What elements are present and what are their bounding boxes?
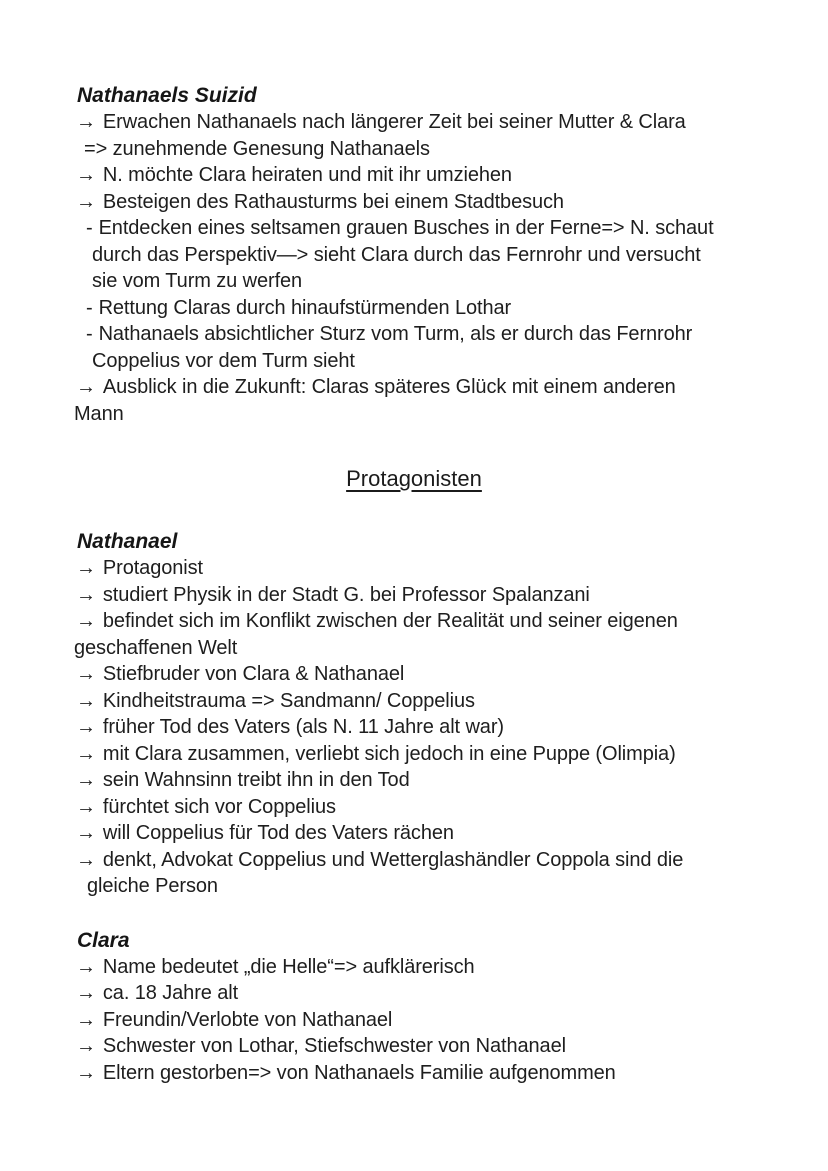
- note-text: Erwachen Nathanaels nach längerer Zeit bei seiner Mutter & Clara: [102, 111, 686, 133]
- note-line: [74, 794, 764, 821]
- arrow-bullet: →: [76, 689, 96, 712]
- note-text: Schwester von Lothar, Stiefschwester von Nathanael: [102, 1035, 566, 1057]
- arrow-bullet: →: [76, 955, 96, 978]
- dash-bullet: -: [86, 296, 93, 319]
- note-text: Freundin/Verlobte von Nathanael: [102, 1008, 393, 1031]
- note-line: [74, 189, 764, 216]
- page-title: [74, 465, 754, 492]
- section-clara: [74, 927, 764, 1087]
- note-text: ca. 18 Jahre alt: [102, 982, 239, 1004]
- note-text: früher Tod des Vaters (als N. 11 Jahre alt war): [102, 716, 504, 738]
- note-line: [74, 873, 764, 900]
- note-line: [74, 820, 764, 847]
- arrow-bullet: →: [76, 716, 96, 738]
- note-text: Entdecken eines seltsamen grauen Busches in der Ferne=> N. schaut: [98, 217, 714, 239]
- note-line: [74, 1060, 764, 1087]
- note-text: Coppelius vor dem Turm sieht: [92, 349, 355, 372]
- note-line: [74, 980, 764, 1007]
- note-text: sein Wahnsinn treibt ihn in den Tod: [102, 769, 410, 791]
- arrow-bullet: →: [76, 795, 96, 818]
- note-line: [74, 635, 764, 662]
- note-text: fürchtet sich vor Coppelius: [102, 795, 336, 818]
- note-text: N. möchte Clara heiraten und mit ihr umziehen: [102, 164, 512, 186]
- note-text: Stiefbruder von Clara & Nathanael: [102, 663, 405, 685]
- note-line: [74, 109, 764, 136]
- note-line: [74, 555, 764, 582]
- note-line: [74, 162, 764, 189]
- note-text: denkt, Advokat Coppelius und Wetterglashändler Coppola sind die: [102, 848, 684, 871]
- arrow-bullet: →: [76, 190, 96, 213]
- note-line: [74, 582, 764, 609]
- note-line: [74, 374, 764, 401]
- arrow-bullet: →: [76, 1008, 96, 1031]
- note-line: [74, 714, 764, 741]
- arrow-bullet: →: [76, 1061, 96, 1084]
- note-text: Kindheitstrauma => Sandmann/ Coppelius: [102, 689, 475, 712]
- note-text: => zunehmende Genesung Nathanaels: [84, 137, 430, 160]
- note-text: Rettung Claras durch hinaufstürmenden Lothar: [98, 296, 512, 319]
- note-text: studiert Physik in der Stadt G. bei Professor Spalanzani: [102, 583, 590, 606]
- note-line: [74, 688, 764, 715]
- note-text: Name bedeutet „die Helle“=> aufklärerisch: [102, 955, 475, 978]
- page-title-text: Protagonisten: [346, 466, 482, 491]
- note-text: Eltern gestorben=> von Nathanaels Familie aufgenommen: [102, 1061, 616, 1084]
- note-text: Protagonist: [102, 557, 203, 579]
- dash-bullet: -: [86, 217, 93, 239]
- section-heading: Clara: [77, 928, 130, 952]
- arrow-bullet: →: [76, 663, 96, 685]
- note-line: [74, 295, 764, 322]
- arrow-bullet: →: [76, 982, 96, 1004]
- section-heading: Nathanaels Suizid: [77, 84, 257, 107]
- note-line: [74, 268, 764, 295]
- arrow-bullet: →: [76, 769, 96, 791]
- note-line: [74, 136, 764, 163]
- note-line: [74, 767, 764, 794]
- arrow-bullet: →: [76, 557, 96, 579]
- note-line: [74, 401, 764, 428]
- arrow-bullet: →: [76, 742, 96, 765]
- note-text: geschaffenen Welt: [74, 636, 238, 659]
- section-nathanaels-suizid: [74, 82, 764, 427]
- note-line: [74, 954, 764, 981]
- note-line: [74, 1033, 764, 1060]
- note-text: durch das Perspektiv—> sieht Clara durch das Fernrohr und versucht: [92, 243, 701, 266]
- section-lines: [74, 555, 764, 900]
- arrow-bullet: →: [76, 848, 96, 871]
- note-line: [74, 608, 764, 635]
- arrow-bullet: →: [76, 610, 96, 632]
- note-line: [74, 661, 764, 688]
- note-line: [74, 215, 764, 242]
- section-heading: Nathanael: [77, 530, 178, 553]
- note-text: Nathanaels absichtlicher Sturz vom Turm, als er durch das Fernrohr: [98, 323, 693, 345]
- section-nathanael: [74, 528, 764, 900]
- note-line: [74, 847, 764, 874]
- note-text: befindet sich im Konflikt zwischen der Realität und seiner eigenen: [102, 610, 678, 632]
- arrow-bullet: →: [76, 583, 96, 606]
- note-line: [74, 741, 764, 768]
- arrow-bullet: →: [76, 1035, 96, 1057]
- section-lines: [74, 109, 764, 427]
- note-text: mit Clara zusammen, verliebt sich jedoch in eine Puppe (Olimpia): [102, 742, 676, 765]
- note-text: sie vom Turm zu werfen: [92, 270, 303, 292]
- dash-bullet: -: [86, 323, 93, 345]
- arrow-bullet: →: [76, 822, 96, 844]
- arrow-bullet: →: [76, 164, 96, 186]
- note-text: Mann: [74, 402, 124, 425]
- note-text: Besteigen des Rathausturms bei einem Stadtbesuch: [102, 190, 564, 213]
- note-text: gleiche Person: [87, 875, 218, 897]
- note-text: will Coppelius für Tod des Vaters rächen: [102, 822, 454, 844]
- arrow-bullet: →: [76, 111, 96, 133]
- section-lines: [74, 954, 764, 1087]
- note-line: [74, 321, 764, 348]
- note-line: [74, 348, 764, 375]
- arrow-bullet: →: [76, 376, 96, 398]
- note-line: [74, 1007, 764, 1034]
- note-line: [74, 242, 764, 269]
- note-text: Ausblick in die Zukunft: Claras späteres Glück mit einem anderen: [102, 376, 676, 398]
